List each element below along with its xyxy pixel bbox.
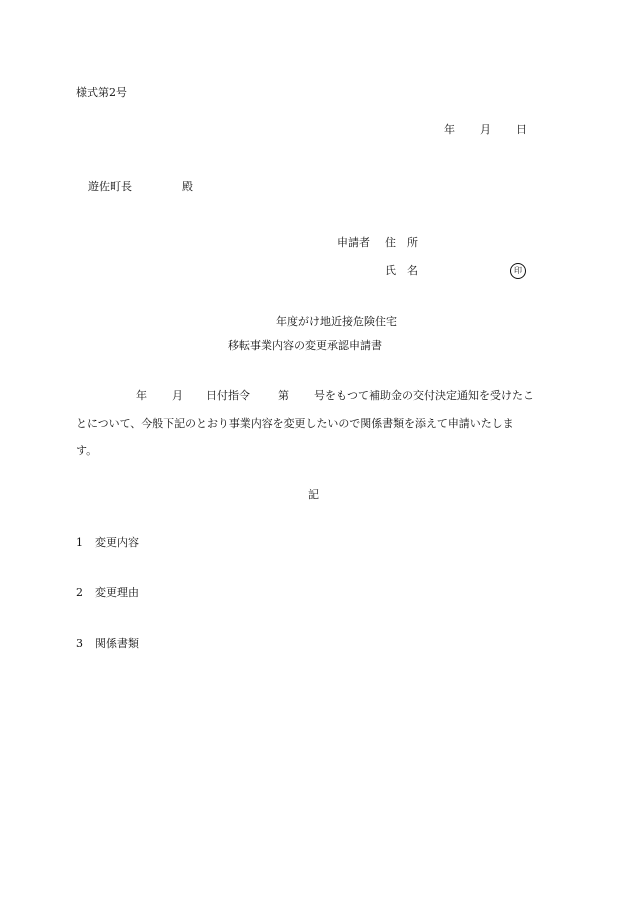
item-number: 2 xyxy=(76,586,83,599)
body-line-3: す。 xyxy=(76,444,98,457)
body-line-2: とについて、今般下記のとおり事業内容を変更したいので関係書類を添えて申請いたしま xyxy=(76,417,514,430)
addressee-name: 遊佐町長 xyxy=(88,180,132,193)
addressee-honorific: 殿 xyxy=(182,180,193,193)
body-seg-month: 月 xyxy=(172,389,183,402)
form-number: 様式第2号 xyxy=(76,86,127,99)
applicant-name-label: 氏 名 xyxy=(385,264,418,277)
body-seg-rest: 号をもつて補助金の交付決定通知を受けたこ xyxy=(314,389,534,402)
date-month: 月 xyxy=(480,123,491,136)
title-line-1: 年度がけ地近接危険住宅 xyxy=(276,315,397,328)
item-number: 3 xyxy=(76,637,83,650)
applicant-address-label: 住 所 xyxy=(385,236,418,249)
applicant-label: 申請者 xyxy=(337,236,370,249)
item-label: 関係書類 xyxy=(95,637,139,650)
date-year: 年 xyxy=(444,123,455,136)
date-day: 日 xyxy=(516,123,527,136)
seal-mark: 印 xyxy=(510,263,526,279)
ki-heading: 記 xyxy=(308,488,319,501)
item-label: 変更内容 xyxy=(95,536,139,549)
body-seg-no: 第 xyxy=(278,389,289,402)
title-line-2: 移転事業内容の変更承認申請書 xyxy=(228,339,382,352)
item-label: 変更理由 xyxy=(95,586,139,599)
item-number: 1 xyxy=(76,536,83,549)
body-seg-year: 年 xyxy=(136,389,147,402)
body-seg-date: 日付指令 xyxy=(206,389,250,402)
